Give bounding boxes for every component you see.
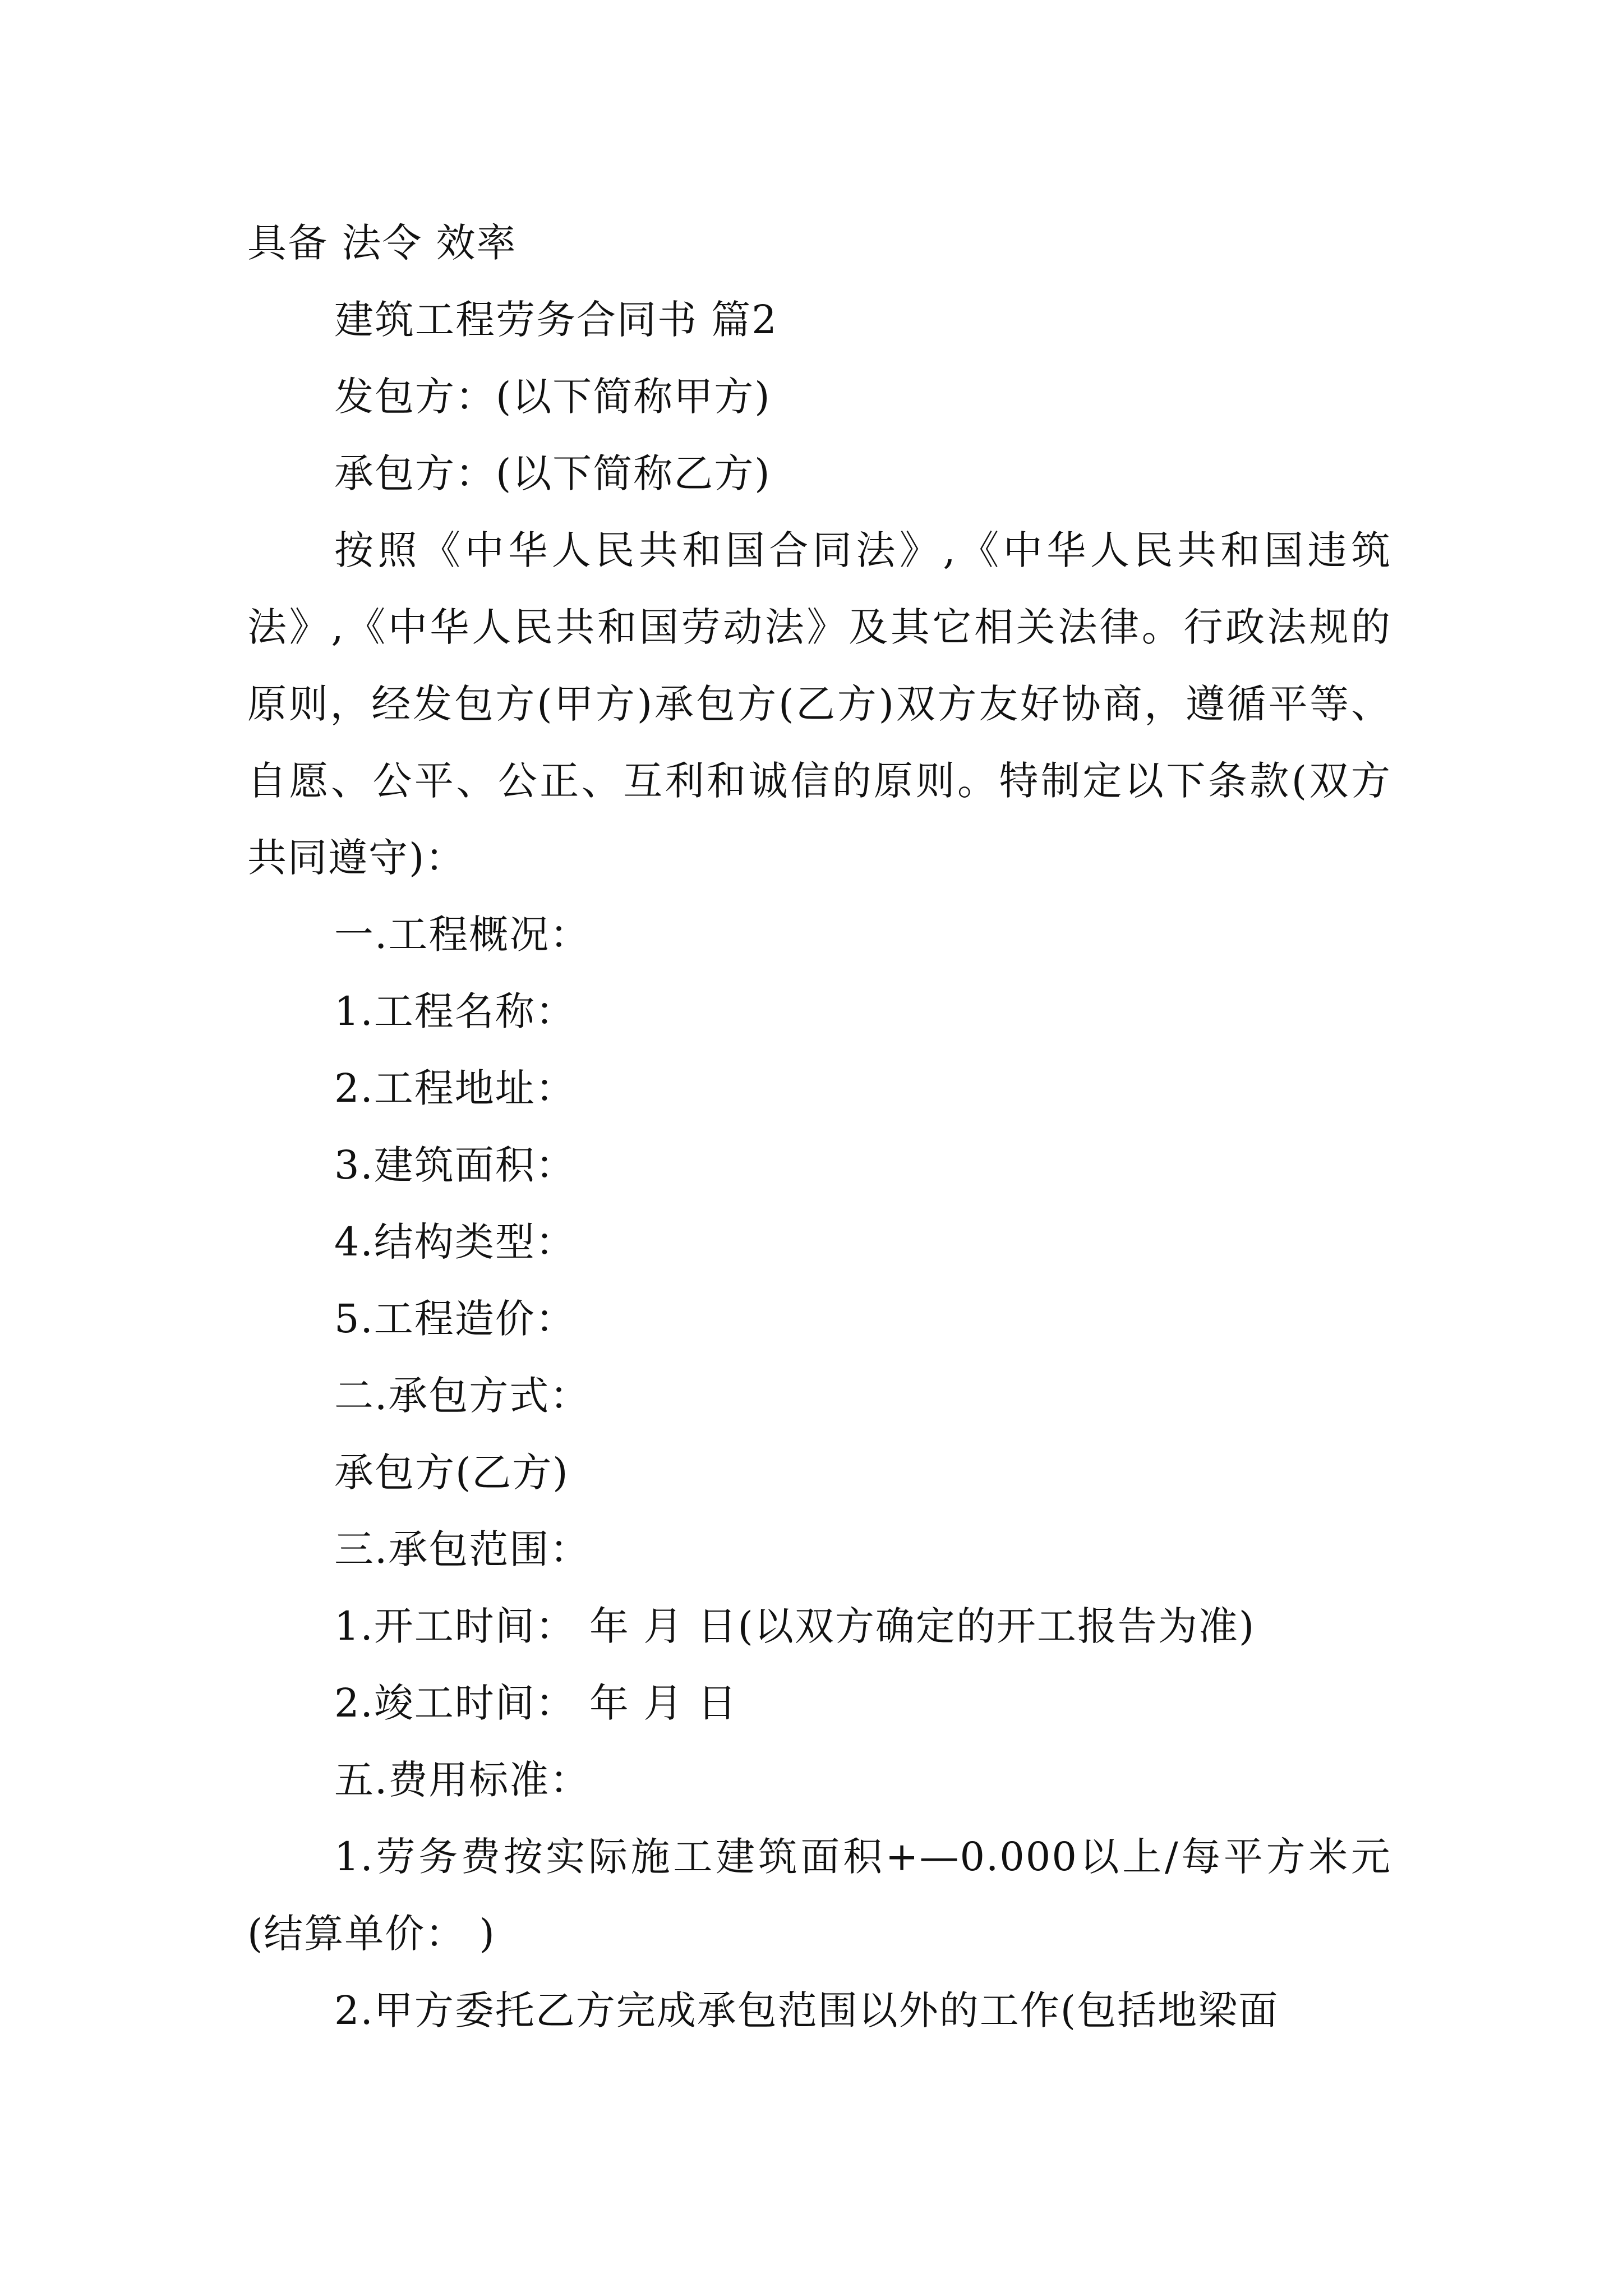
section-heading: 二.承包方式： [334,1373,591,1419]
section-heading: 三.承包范围： [334,1526,591,1572]
list-item: 承包方(乙方) [334,1450,569,1496]
fee-paragraph: 1.劳务费按实际施工建筑面积+—0.000以上/每平方米元(结算单价： ) [247,1834,1391,1957]
preamble-paragraph: 按照《中华人民共和国合同法》,《中华人民共和国违筑法》,《中华人民共和国劳动法》及其它相关法律。行政法规的原则，经发包方(甲方)承包方(乙方)双方友好协商，遵循平等、自愿、公平、公正、互利和诚信的原则。特制定以下条款(双方共同遵守)： [247,527,1391,881]
document-body [247,205,1391,2049]
list-item: 2.竣工时间： 年 月 日 [334,1680,738,1726]
section-heading: 一.工程概况： [334,912,591,958]
list-item: 2.甲方委托乙方完成承包范围以外的工作(包括地梁面 [334,1987,1279,2033]
list-item: 1.开工时间： 年 月 日(以双方确定的开工报告为准) [334,1603,1256,1649]
list-item: 3.建筑面积： [334,1142,576,1188]
section-heading: 五.费用标准： [334,1757,591,1803]
party-b-line: 承包方：(以下简称乙方) [334,450,771,496]
list-item: 5.工程造价： [334,1296,576,1342]
text-line: 具备 法令 效率 [247,220,517,266]
party-a-line: 发包方：(以下简称甲方) [334,374,771,420]
list-item: 4.结构类型： [334,1219,576,1265]
list-item: 2.工程地址： [334,1065,576,1111]
list-item: 1.工程名称： [334,988,576,1034]
contract-title: 建筑工程劳务合同书 篇2 [334,297,778,343]
